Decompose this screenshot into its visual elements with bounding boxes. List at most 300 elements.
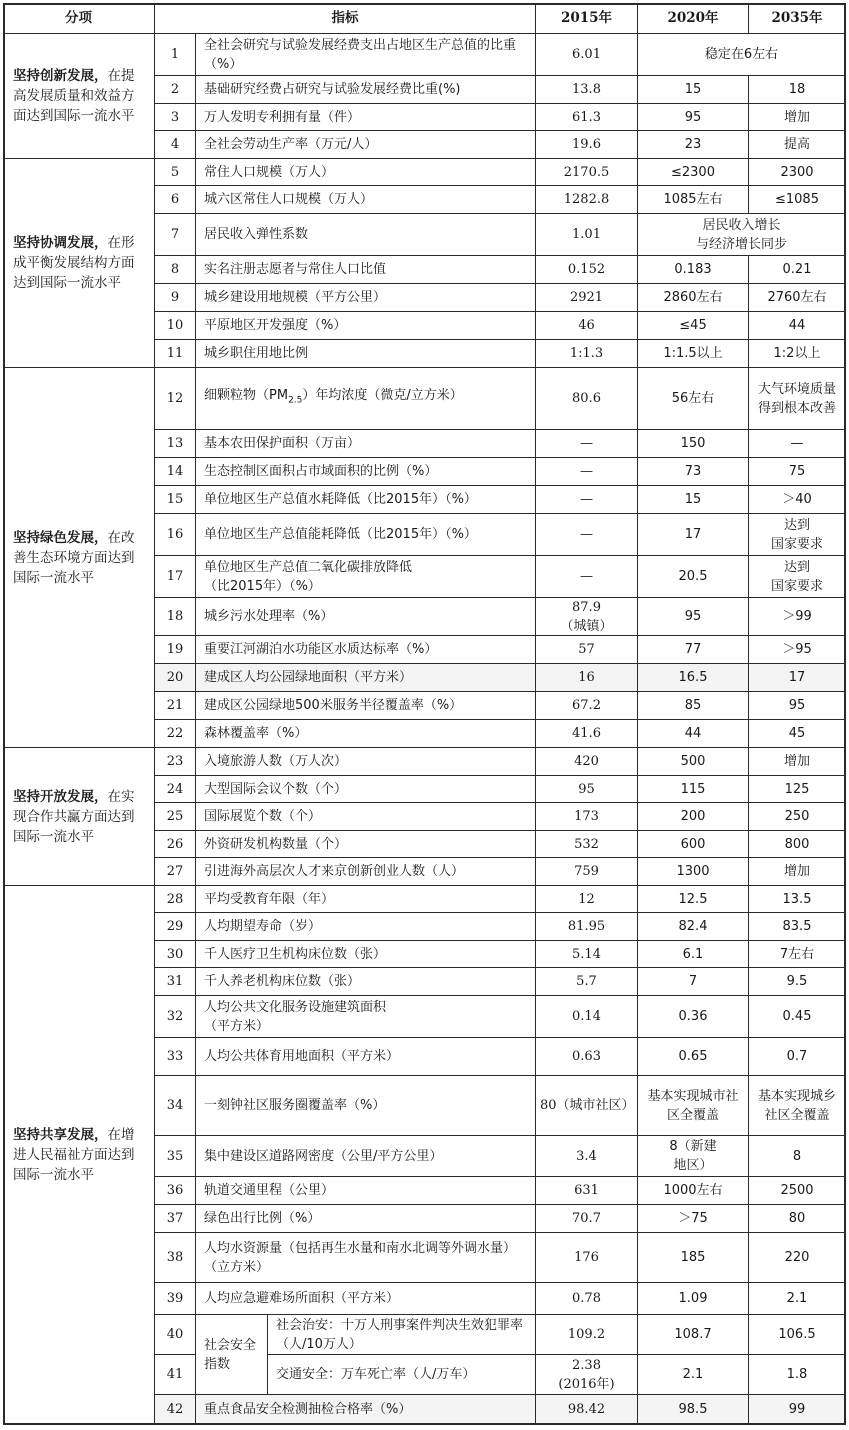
row-number-text: 39 xyxy=(166,1291,184,1306)
value-2035 xyxy=(749,1355,846,1395)
value-2020-text: 16.5 xyxy=(678,670,708,685)
indicator-cell-text: 万人发明专利拥有量（件） xyxy=(204,109,361,125)
category-cell xyxy=(3,159,155,368)
value-2020-text: 15 xyxy=(684,82,702,97)
value-2035-text: 95 xyxy=(788,698,806,713)
value-2020 xyxy=(638,858,749,886)
value-2020-text: 600 xyxy=(680,836,706,852)
value-2020 xyxy=(638,430,749,458)
value-2020-text: 1:1.5以上 xyxy=(663,346,723,361)
indicator-cell-text: 城乡职住用地比例 xyxy=(204,346,309,361)
row-number xyxy=(155,131,196,159)
value-2035-text: 18 xyxy=(788,82,806,97)
row-number xyxy=(155,186,196,214)
value-2015-text: 46 xyxy=(578,318,595,333)
row-number xyxy=(155,1283,196,1315)
indicator-cell xyxy=(196,1233,536,1283)
row-number-text: 40 xyxy=(166,1327,184,1342)
value-2015 xyxy=(536,1205,638,1233)
value-2035 xyxy=(749,76,846,104)
indicator-cell xyxy=(196,886,536,913)
indicator-cell-text: 人均水资源量（包括再生水量和南水北调等外调水量）（立方米） xyxy=(204,1240,517,1275)
value-2020 xyxy=(638,1205,749,1233)
value-2015 xyxy=(536,941,638,968)
value-2035-text: 13.5 xyxy=(782,891,812,907)
value-2020-text: 0.36 xyxy=(678,1009,708,1024)
row-number xyxy=(155,776,196,803)
row-number xyxy=(155,1355,196,1395)
indicator-cell-text: 人均公共文化服务设施建筑面积 （平方米） xyxy=(204,999,387,1034)
value-2020 xyxy=(638,458,749,486)
value-2020-text: 108.7 xyxy=(674,1327,712,1342)
indicator-cell-text: 人均期望寿命（岁） xyxy=(204,919,322,934)
value-2015 xyxy=(536,312,638,340)
category-bold-text: 坚持绿色发展， xyxy=(13,529,108,546)
indicator-cell-text: 人均公共体育用地面积（平方米） xyxy=(204,1049,400,1064)
value-2020-text: 20.5 xyxy=(678,569,708,584)
indicator-cell xyxy=(196,598,536,636)
indicator-cell-text: 基本农田保护面积（万亩） xyxy=(204,436,361,451)
value-2020 xyxy=(638,664,749,692)
value-2015 xyxy=(536,886,638,913)
row-number xyxy=(155,598,196,636)
value-2035-text: 增加 xyxy=(783,864,810,879)
value-2015 xyxy=(536,692,638,720)
value-2015 xyxy=(536,556,638,598)
value-2015 xyxy=(536,664,638,692)
indicator-cell-text: 重点食品安全检测抽检合格率（%） xyxy=(204,1402,412,1417)
value-2020-text: 7 xyxy=(688,974,698,989)
category-cell xyxy=(3,886,155,1425)
value-2035 xyxy=(749,1076,846,1136)
value-2020-text: 95 xyxy=(684,109,702,125)
value-2020-text: 82.4 xyxy=(678,919,708,934)
value-2020 xyxy=(638,256,749,284)
row-number-text: 16 xyxy=(166,527,184,542)
value-2020-text: 115 xyxy=(680,781,706,797)
value-2035 xyxy=(749,256,846,284)
value-2035 xyxy=(749,776,846,803)
indicator-cell-text: 平均受教育年限（年） xyxy=(204,891,335,907)
row-number xyxy=(155,486,196,514)
value-2015-text: 1282.8 xyxy=(563,192,610,207)
value-2015 xyxy=(536,486,638,514)
value-2020-text: 77 xyxy=(684,642,702,657)
value-2035 xyxy=(749,1136,846,1177)
value-2035 xyxy=(749,664,846,692)
value-2035-text: 250 xyxy=(784,809,810,824)
row-number-text: 2 xyxy=(170,82,180,97)
value-2015 xyxy=(536,76,638,104)
value-2020 xyxy=(638,720,749,748)
indicator-cell-text: 城乡建设用地规模（平方公里） xyxy=(204,290,387,305)
row-number-text: 28 xyxy=(166,891,184,907)
indicator-cell xyxy=(196,256,536,284)
value-2035-text: 达到 国家要求 xyxy=(770,559,823,594)
value-2035 xyxy=(749,886,846,913)
row-number xyxy=(155,430,196,458)
row-number-text: 4 xyxy=(170,137,180,152)
value-2020 xyxy=(638,692,749,720)
row-number-text: 14 xyxy=(166,464,184,479)
indicator-cell xyxy=(196,214,536,256)
row-number xyxy=(155,1233,196,1283)
value-2035-text: 7左右 xyxy=(779,946,815,962)
category-text: 在形成平衡发展结构方面达到国际一流水平 xyxy=(13,235,135,291)
indicator-cell xyxy=(196,1177,536,1205)
value-2035 xyxy=(749,598,846,636)
row-number xyxy=(155,34,196,76)
row-number xyxy=(155,692,196,720)
value-2020 xyxy=(638,284,749,312)
value-2015-text: 532 xyxy=(574,836,599,852)
value-2015 xyxy=(536,1177,638,1205)
value-2015-text: 0.78 xyxy=(572,1291,601,1306)
value-2020 xyxy=(638,1076,749,1136)
indicator-cell xyxy=(196,1395,536,1425)
row-number xyxy=(155,913,196,941)
value-2020-text: 0.65 xyxy=(678,1049,708,1064)
value-2035-text: ≤1085 xyxy=(775,192,819,207)
value-2020 xyxy=(638,748,749,776)
indicator-cell xyxy=(268,1355,536,1395)
indicator-cell xyxy=(196,312,536,340)
value-2020-text: 1.09 xyxy=(678,1291,708,1306)
value-2015-text: 759 xyxy=(574,864,599,879)
value-2035 xyxy=(749,996,846,1038)
value-2015 xyxy=(536,256,638,284)
value-2020-text: 73 xyxy=(684,464,702,479)
value-2020 xyxy=(638,831,749,858)
value-2015-text: 0.14 xyxy=(572,1009,601,1024)
value-2020 xyxy=(638,1136,749,1177)
value-2035 xyxy=(749,186,846,214)
value-2020 xyxy=(638,1283,749,1315)
value-2035-text: 1.8 xyxy=(786,1367,808,1382)
row-number xyxy=(155,214,196,256)
value-2020-text: 85 xyxy=(684,698,702,713)
value-2015-text: 631 xyxy=(574,1183,599,1198)
value-2035-text: 1:2以上 xyxy=(773,346,821,361)
value-2015-text: 81.95 xyxy=(567,919,606,934)
row-number xyxy=(155,458,196,486)
indicator-cell xyxy=(196,458,536,486)
indicator-cell-text: 国际展览个数（个） xyxy=(204,809,322,824)
value-2015-text: 0.152 xyxy=(567,262,606,277)
value-2035 xyxy=(749,968,846,996)
indicator-cell-text: 重要江河湖泊水功能区水质达标率（%） xyxy=(204,642,438,657)
value-2035-text: 增加 xyxy=(783,109,810,125)
row-number xyxy=(155,1315,196,1355)
value-2015-text: — xyxy=(580,492,593,507)
row-number xyxy=(155,514,196,556)
row-number xyxy=(155,720,196,748)
row-number-text: 34 xyxy=(166,1098,184,1113)
value-2020 xyxy=(638,1315,749,1355)
indicator-cell-text: 建成区公园绿地500米服务半径覆盖率（%） xyxy=(204,698,463,713)
value-2015 xyxy=(536,1076,638,1136)
value-2020-text: 6.1 xyxy=(682,946,704,962)
value-2035 xyxy=(749,1315,846,1355)
indicator-cell-text: 集中建设区道路网密度（公里/平方公里） xyxy=(204,1148,443,1164)
value-2035 xyxy=(749,1395,846,1425)
indicator-cell xyxy=(196,131,536,159)
value-2020 xyxy=(638,131,749,159)
row-number-text: 12 xyxy=(166,391,184,406)
value-2035 xyxy=(749,636,846,664)
indicator-cell xyxy=(196,858,536,886)
value-2035 xyxy=(749,1205,846,1233)
value-2020 xyxy=(638,776,749,803)
indicator-cell xyxy=(196,1038,536,1076)
indicator-cell-text: 千人医疗卫生机构床位数（张） xyxy=(204,946,387,962)
indicator-cell xyxy=(196,556,536,598)
value-2015 xyxy=(536,803,638,831)
value-2015-text: 5.14 xyxy=(572,946,601,962)
indicator-cell-text: 社会治安：十万人刑事案件判决生效犯罪率（人/10万人） xyxy=(276,1317,524,1352)
row-number-text: 13 xyxy=(166,436,184,451)
value-2015 xyxy=(536,1283,638,1315)
value-2015 xyxy=(536,1355,638,1395)
indicator-cell-text: 单位地区生产总值二氧化碳排放降低 （比2015年）（%） xyxy=(204,559,413,594)
value-2035 xyxy=(749,858,846,886)
value-2015-text: 61.3 xyxy=(572,109,601,125)
value-2020-text: 2.1 xyxy=(682,1367,704,1382)
value-2015-text: — xyxy=(580,436,593,451)
category-bold-text: 坚持开放发展， xyxy=(13,788,108,805)
row-number xyxy=(155,104,196,131)
value-2015 xyxy=(536,186,638,214)
value-2035-text: ＞40 xyxy=(782,492,812,507)
value-2020 xyxy=(638,312,749,340)
indicator-cell xyxy=(196,996,536,1038)
indicator-cell xyxy=(196,720,536,748)
row-number xyxy=(155,941,196,968)
indicator-cell-text: 森林覆盖率（%） xyxy=(204,726,308,741)
header-2035 xyxy=(749,3,846,34)
value-2020-text: 56左右 xyxy=(671,391,715,406)
row-number-text: 9 xyxy=(170,290,180,305)
value-2015 xyxy=(536,131,638,159)
value-2035-text: 45 xyxy=(788,726,806,741)
value-2015 xyxy=(536,458,638,486)
value-2015-text: 41.6 xyxy=(572,726,601,741)
row-number xyxy=(155,886,196,913)
indicator-cell-text: 全社会劳动生产率（万元/人） xyxy=(204,137,378,152)
group-label-text: 社会安全指数 xyxy=(204,1337,257,1372)
row-number-text: 22 xyxy=(166,726,184,741)
value-2020 xyxy=(638,104,749,131)
value-2035 xyxy=(749,1233,846,1283)
value-2020-text: 98.5 xyxy=(678,1402,708,1417)
value-2020-text: 15 xyxy=(684,492,702,507)
indicator-cell xyxy=(196,1076,536,1136)
indicator-cell xyxy=(196,776,536,803)
header-indicator-text: 指标 xyxy=(331,9,359,26)
indicator-cell-text: 平原地区开发强度（%） xyxy=(204,318,347,333)
row-number-text: 10 xyxy=(166,318,184,333)
value-2020 xyxy=(638,1395,749,1425)
value-2015 xyxy=(536,34,638,76)
value-2020 xyxy=(638,1355,749,1395)
value-2015 xyxy=(536,776,638,803)
row-number xyxy=(155,159,196,186)
indicator-cell xyxy=(196,913,536,941)
indicator-cell-text: 绿色出行比例（%） xyxy=(204,1211,321,1226)
value-2015-text: 173 xyxy=(574,809,599,824)
indicator-cell xyxy=(196,76,536,104)
indicator-cell xyxy=(196,1136,536,1177)
value-2015-text: 80.6 xyxy=(572,391,601,406)
row-number xyxy=(155,340,196,368)
value-2015-text: 70.7 xyxy=(572,1211,601,1226)
row-number-text: 33 xyxy=(166,1049,184,1064)
value-2020 xyxy=(638,76,749,104)
group-label xyxy=(196,1315,268,1395)
value-2020 xyxy=(638,186,749,214)
category-bold-text: 坚持协调发展， xyxy=(13,235,108,251)
row-number xyxy=(155,748,196,776)
value-2020-text: ≤2300 xyxy=(671,164,715,180)
indicator-cell-text: 生态控制区面积占市域面积的比例（%） xyxy=(204,464,438,479)
row-number-text: 5 xyxy=(170,164,180,180)
row-number xyxy=(155,368,196,430)
value-2035-text: 达到 国家要求 xyxy=(770,517,823,552)
value-2020 xyxy=(638,1038,749,1076)
value-2035-text: 80 xyxy=(788,1211,806,1226)
indicator-cell xyxy=(196,34,536,76)
row-number xyxy=(155,858,196,886)
header-2035-text: 2035年 xyxy=(771,9,823,26)
value-2035 xyxy=(749,831,846,858)
value-2020-text: 1300 xyxy=(676,864,710,879)
indicator-cell xyxy=(196,104,536,131)
value-2035 xyxy=(749,312,846,340)
value-2015 xyxy=(536,1395,638,1425)
row-number-text: 6 xyxy=(170,192,180,207)
value-2015-text: 98.42 xyxy=(567,1402,606,1417)
row-number-text: 37 xyxy=(166,1211,184,1226)
value-2035-text: 0.7 xyxy=(786,1049,808,1064)
value-2020 xyxy=(638,803,749,831)
value-2015 xyxy=(536,1315,638,1355)
header-category xyxy=(3,3,155,34)
indicator-cell xyxy=(196,514,536,556)
value-2015-text: — xyxy=(580,464,593,479)
value-2035 xyxy=(749,159,846,186)
indicator-cell-text: 人均应急避难场所面积（平方米） xyxy=(204,1291,400,1306)
value-2015 xyxy=(536,858,638,886)
category-cell xyxy=(3,368,155,748)
row-number-text: 25 xyxy=(166,809,184,824)
category-cell xyxy=(3,748,155,886)
value-2035-text: 9.5 xyxy=(786,974,808,989)
value-2035 xyxy=(749,430,846,458)
indicator-cell xyxy=(196,636,536,664)
value-2015 xyxy=(536,514,638,556)
indicator-cell xyxy=(196,803,536,831)
value-2035 xyxy=(749,720,846,748)
header-indicator xyxy=(155,3,536,34)
value-2035-text: 2500 xyxy=(780,1183,814,1198)
value-2035-text: 0.45 xyxy=(782,1009,812,1024)
value-2020-text: 185 xyxy=(680,1250,706,1265)
row-number xyxy=(155,312,196,340)
row-number-text: 41 xyxy=(166,1367,184,1382)
indicator-cell-text: 城乡污水处理率（%） xyxy=(204,609,334,624)
value-2035-text: 2.1 xyxy=(786,1291,808,1306)
value-2015-text: 19.6 xyxy=(572,137,601,152)
row-number xyxy=(155,1205,196,1233)
value-2035 xyxy=(749,368,846,430)
value-2020-text: 1000左右 xyxy=(663,1183,723,1198)
value-2015-text: 67.2 xyxy=(572,698,601,713)
value-2035-text: 83.5 xyxy=(782,919,812,934)
indicator-cell-text: 单位地区生产总值水耗降低（比2015年）（%） xyxy=(204,492,477,507)
indicator-cell-text: 引进海外高层次人才来京创新创业人数（人） xyxy=(204,864,465,879)
indicator-cell-text: 常住人口规模（万人） xyxy=(204,164,335,180)
value-2020-text: 200 xyxy=(680,809,706,824)
indicator-cell xyxy=(196,664,536,692)
value-2020-text: 12.5 xyxy=(678,891,708,907)
category-bold-text: 坚持共享发展， xyxy=(13,1127,108,1143)
indicator-cell-text: 城六区常住人口规模（万人） xyxy=(204,192,374,207)
row-number xyxy=(155,284,196,312)
indicator-cell-text: 实名注册志愿者与常住人口比值 xyxy=(204,262,387,277)
row-number-text: 30 xyxy=(166,946,184,962)
value-2035-text: 基本实现城乡社区全覆盖 xyxy=(757,1088,836,1123)
value-2015 xyxy=(536,340,638,368)
value-2015-text: — xyxy=(580,527,593,542)
value-2035 xyxy=(749,1177,846,1205)
value-2015 xyxy=(536,913,638,941)
value-2035-text: ＞95 xyxy=(782,642,812,657)
indicator-cell xyxy=(196,368,536,430)
row-number xyxy=(155,996,196,1038)
value-2015-text: 13.8 xyxy=(572,82,601,97)
indicator-cell xyxy=(196,748,536,776)
value-2015-text: 2.38 (2016年) xyxy=(558,1357,615,1392)
value-2015 xyxy=(536,748,638,776)
row-number xyxy=(155,831,196,858)
value-2015-text: 87.9 （城镇） xyxy=(560,599,613,634)
row-number xyxy=(155,1177,196,1205)
value-2035-text: 106.5 xyxy=(778,1327,816,1342)
row-number-text: 7 xyxy=(170,227,180,242)
indicator-cell-text: 入境旅游人数（万人次） xyxy=(204,754,348,769)
row-number-text: 35 xyxy=(166,1148,184,1164)
value-2020-text: 17 xyxy=(684,527,702,542)
header-2015-text: 2015年 xyxy=(560,9,613,26)
value-2020-2035-text: 居民收入增长 与经济增长同步 xyxy=(695,217,787,252)
indicator-cell-text: 一刻钟社区服务圈覆盖率（%） xyxy=(204,1098,386,1113)
row-number-text: 19 xyxy=(166,642,184,657)
row-number xyxy=(155,803,196,831)
indicator-cell-text: 细颗粒物$(PM_{2.5})$年均浓度（微克/立方米） xyxy=(204,388,463,406)
value-2035 xyxy=(749,514,846,556)
value-2020 xyxy=(638,1177,749,1205)
value-2020-text: 基本实现城市社区全覆盖 xyxy=(647,1088,739,1123)
indicator-cell xyxy=(196,284,536,312)
row-number-text: 24 xyxy=(166,781,184,797)
indicator-cell xyxy=(196,486,536,514)
value-2015-text: 176 xyxy=(574,1250,599,1265)
value-2015-text: 6.01 xyxy=(572,47,601,62)
header-2015 xyxy=(536,3,638,34)
value-2020-2035 xyxy=(638,34,846,76)
value-2035-text: 220 xyxy=(784,1250,810,1265)
indicator-cell-text: 建成区人均公园绿地面积（平方米） xyxy=(204,670,413,685)
